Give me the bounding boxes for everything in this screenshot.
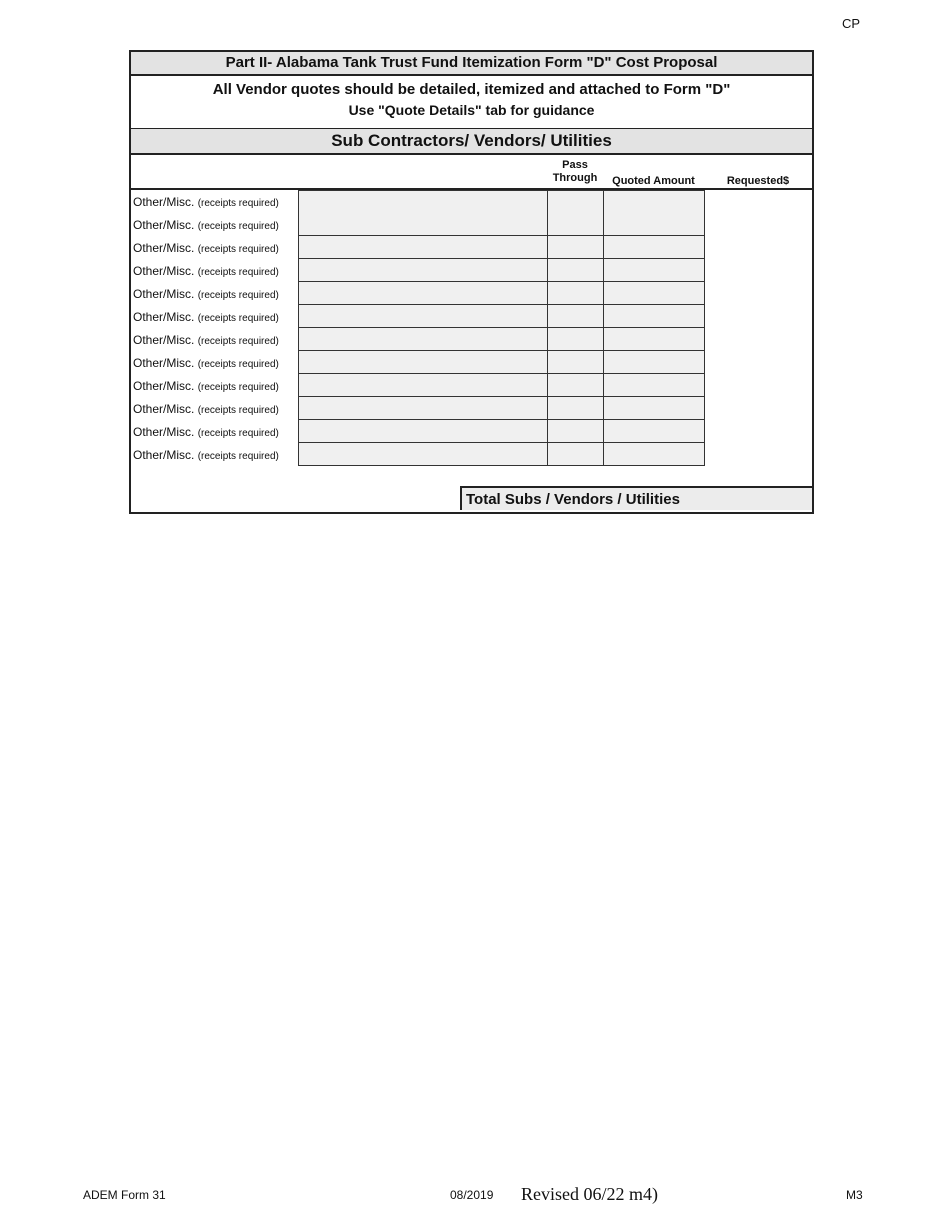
header-pass: Pass [562,159,588,171]
row-label-main: Other/Misc. [133,218,195,232]
row-label-main: Other/Misc. [133,402,195,416]
table-row [131,213,703,236]
description-field[interactable] [298,213,548,236]
row-label [133,241,279,255]
quoted-amount-field[interactable] [603,190,705,214]
row-label [133,264,279,278]
header-quoted-amount: Quoted Amount [612,175,695,187]
row-label-note: (receipts required) [197,428,279,439]
table-row [131,397,703,420]
description-field[interactable] [298,282,548,305]
table-row [131,259,703,282]
description-field[interactable] [298,190,548,214]
row-label-note: (receipts required) [197,198,279,209]
quoted-amount-field[interactable] [603,443,705,466]
row-label-main: Other/Misc. [133,356,195,370]
row-label-note: (receipts required) [197,313,279,324]
row-label-note: (receipts required) [197,382,279,393]
row-label-main: Other/Misc. [133,195,195,209]
pass-through-field[interactable] [547,443,604,466]
description-field[interactable] [298,443,548,466]
footer-form-name: ADEM Form 31 [83,1188,166,1202]
table-row [131,443,703,466]
instruction-text: All Vendor quotes should be detailed, itemized and attached to Form "D" [212,81,731,98]
row-label [133,356,279,370]
table-row [131,236,703,259]
column-headers [131,155,812,190]
pass-through-field[interactable] [547,282,604,305]
corner-mark: CP [841,16,860,31]
row-label-main: Other/Misc. [133,287,195,301]
footer-date: 08/2019 [450,1188,494,1202]
total-label: Total Subs / Vendors / Utilities [460,486,812,510]
description-field[interactable] [298,374,548,397]
row-label [133,310,279,324]
table-row [131,351,703,374]
pass-through-field[interactable] [547,374,604,397]
row-label [133,402,279,416]
pass-through-field[interactable] [547,305,604,328]
description-field[interactable] [298,259,548,282]
pass-through-field[interactable] [547,236,604,259]
row-label-note: (receipts required) [197,290,279,301]
quoted-amount-field[interactable] [603,213,705,236]
row-label-note: (receipts required) [197,336,279,347]
table-row [131,420,703,443]
quoted-amount-field[interactable] [603,420,705,443]
footer-page: M3 [846,1188,863,1202]
row-label-main: Other/Misc. [133,241,195,255]
table-row [131,328,703,351]
row-label [133,333,279,347]
row-label-main: Other/Misc. [133,425,195,439]
row-label-main: Other/Misc. [133,448,195,462]
row-label-main: Other/Misc. [133,264,195,278]
pass-through-field[interactable] [547,190,604,214]
description-field[interactable] [298,236,548,259]
description-field[interactable] [298,328,548,351]
quoted-amount-field[interactable] [603,259,705,282]
quoted-amount-field[interactable] [603,397,705,420]
row-label [133,448,279,462]
form-title: Part II- Alabama Tank Trust Fund Itemization Form "D" Cost Proposal [131,52,812,76]
pass-through-field[interactable] [547,328,604,351]
quoted-amount-field[interactable] [603,236,705,259]
quoted-amount-field[interactable] [603,328,705,351]
table-row [131,190,703,213]
table-row [131,374,703,397]
row-label [133,379,279,393]
description-field[interactable] [298,397,548,420]
pass-through-field[interactable] [547,420,604,443]
quoted-amount-field[interactable] [603,351,705,374]
row-label-note: (receipts required) [197,267,279,278]
row-label-note: (receipts required) [197,221,279,232]
instructions [131,76,812,130]
pass-through-field[interactable] [547,351,604,374]
row-label-note: (receipts required) [197,359,279,370]
row-label-main: Other/Misc. [133,310,195,324]
description-field[interactable] [298,305,548,328]
row-label-note: (receipts required) [197,405,279,416]
row-label-main: Other/Misc. [133,333,195,347]
row-label [133,218,279,232]
row-label [133,425,279,439]
section-title: Sub Contractors/ Vendors/ Utilities [131,129,812,155]
cost-proposal-form [129,50,814,514]
quoted-amount-field[interactable] [603,374,705,397]
quoted-amount-field[interactable] [603,305,705,328]
header-requested: Requested$ [726,175,790,187]
pass-through-field[interactable] [547,259,604,282]
quoted-amount-field[interactable] [603,282,705,305]
table-row [131,305,703,328]
row-label-note: (receipts required) [197,451,279,462]
row-label-note: (receipts required) [197,244,279,255]
pass-through-field[interactable] [547,397,604,420]
table-row [131,282,703,305]
description-field[interactable] [298,420,548,443]
pass-through-field[interactable] [547,213,604,236]
row-label [133,287,279,301]
row-label [133,195,279,209]
header-through: Through [552,172,598,184]
row-label-main: Other/Misc. [133,379,195,393]
description-field[interactable] [298,351,548,374]
footer-revised: Revised 06/22 m4) [521,1184,658,1204]
guidance-text: Use "Quote Details" tab for guidance [348,102,595,118]
